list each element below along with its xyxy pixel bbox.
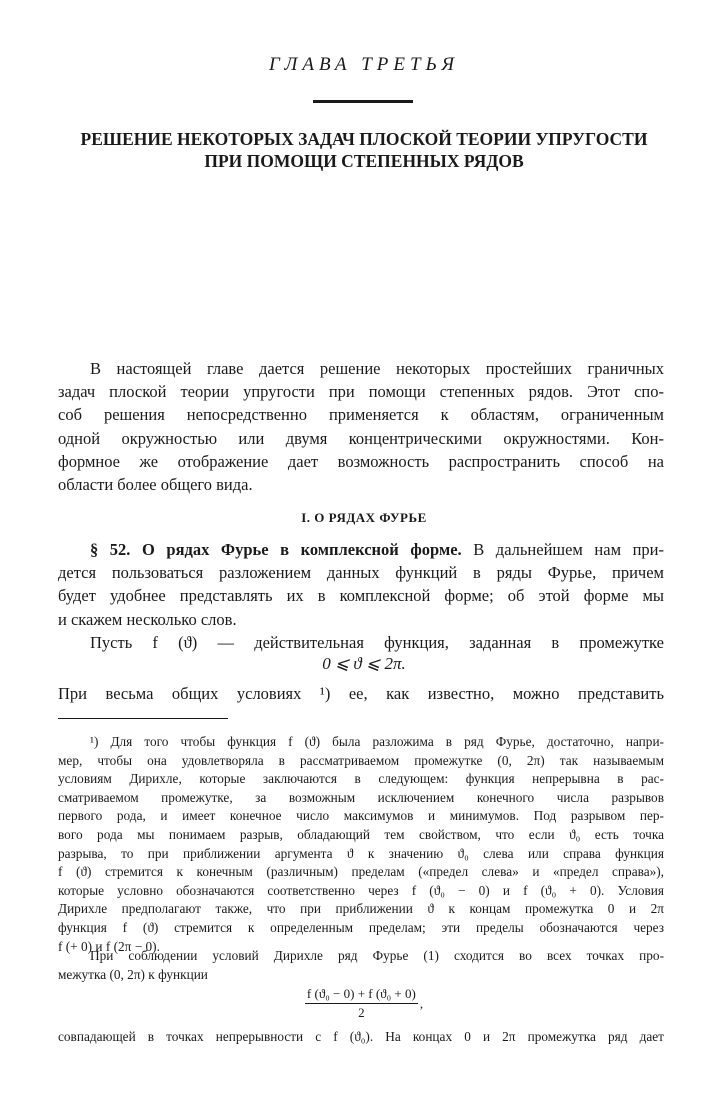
section-heading: I. О РЯДАХ ФУРЬЕ bbox=[301, 510, 427, 525]
footnote-line: мер, чтобы она удовлетворяла в рассматриваемом промежутке (0, 2π) так называемым bbox=[58, 752, 664, 768]
paragraph-52-line-rest: В дальнейшем нам при- bbox=[461, 540, 664, 559]
intro-line: формное же отображение дает возможность распространить способ на bbox=[58, 451, 664, 471]
footnote-line: вого рода мы понимаем разрыв, обладающий тем свойством, что если ϑ₀ есть точка bbox=[58, 826, 664, 842]
footnote-divider bbox=[58, 718, 228, 719]
footnote-line: f (ϑ) стремится к конечным (различным) пределам («предел слева» и «предел справа»), bbox=[58, 864, 664, 880]
paragraph-52-heading: § 52. О рядах Фурье в комплексной форме. bbox=[90, 540, 462, 559]
intro-line: одной окружностью или двумя концентрическими окружностями. Кон- bbox=[58, 428, 664, 448]
intro-paragraph bbox=[58, 357, 664, 496]
fraction-comma: , bbox=[419, 995, 424, 1011]
footnote-line: Дирихле предполагают также, что при приближении ϑ к концам промежутка 0 и 2π bbox=[58, 901, 664, 917]
paragraph-52-first-line bbox=[58, 538, 664, 561]
footnote-dirichlet bbox=[58, 947, 664, 984]
chapter-title-line-1: РЕШЕНИЕ НЕКОТОРЫХ ЗАДАЧ ПЛОСКОЙ ТЕОРИИ УПРУГОСТИ bbox=[80, 129, 648, 149]
paragraph-line: и скажем несколько слов. bbox=[58, 609, 237, 629]
fraction-denominator: 2 bbox=[358, 1005, 365, 1020]
footnote-1 bbox=[58, 733, 664, 956]
after-formula-paragraph bbox=[58, 682, 664, 705]
intro-line: задач плоской теории упругости при помощи степенных рядов. Этот спо- bbox=[58, 382, 664, 402]
footnote-line: При соблюдении условий Дирихле ряд Фурье (1) сходится во всех точках про- bbox=[90, 948, 664, 963]
intro-line: области более общего вида. bbox=[58, 475, 253, 495]
footnote-line: f (+ 0) и f (2π − 0). bbox=[58, 938, 160, 954]
chapter-label: ГЛАВА ТРЕТЬЯ bbox=[268, 54, 460, 75]
after-formula-line: При весьма общих условиях ¹) ее, как известно, можно представить bbox=[58, 684, 664, 703]
paragraph-line: будет удобнее представлять их в комплексной форме; об этой форме мы bbox=[58, 586, 664, 606]
limit-fraction bbox=[0, 986, 728, 1021]
paragraph-line: дется пользоваться разложением данных функций в ряды Фурье, причем bbox=[58, 563, 664, 583]
let-line: Пусть f (ϑ) — действительная функция, заданная в промежутке bbox=[90, 632, 664, 652]
fraction bbox=[305, 986, 418, 1021]
intro-line: В настоящей главе дается решение некоторых простейших граничных bbox=[90, 359, 664, 378]
chapter-divider bbox=[313, 100, 413, 103]
footnote-line: которые условно обозначаются соответственно через f (ϑ₀ − 0) и f (ϑ₀ + 0). Условия bbox=[58, 882, 664, 898]
footnote-line: разрыва, то при приближении аргумента ϑ к значению ϑ₀ слева или справа функция bbox=[58, 845, 664, 861]
chapter-title bbox=[40, 128, 688, 172]
fraction-numerator: f (ϑ₀ − 0) + f (ϑ₀ + 0) bbox=[305, 986, 418, 1004]
footnote-final bbox=[58, 1028, 664, 1047]
footnote-line: сматриваемом промежутке, за возможным исключением конечного числа разрывов bbox=[58, 789, 664, 805]
footnote-line: функция f (ϑ) стремится к определенным пределам; эти пределы обозначаются через bbox=[58, 919, 664, 935]
footnote-line: совпадающей в точках непрерывности с f (ϑ₀). На концах 0 и 2π промежутка ряд дает bbox=[58, 1029, 664, 1044]
footnote-line: первого рода, и имеет конечное число максимумов и минимумов. Под разрывом пер- bbox=[58, 808, 664, 824]
footnote-line: условиям Дирихле, которые заключаются в следующем: функция непрерывна в рас- bbox=[58, 771, 664, 787]
footnote-line: ¹) Для того чтобы функция f (ϑ) была разложима в ряд Фурье, достаточно, напри- bbox=[90, 734, 664, 749]
paragraph-52 bbox=[58, 538, 664, 654]
footnote-line: межутка (0, 2π) к функции bbox=[58, 966, 208, 982]
chapter-title-line-2: ПРИ ПОМОЩИ СТЕПЕННЫХ РЯДОВ bbox=[204, 151, 524, 171]
interval-formula: 0 ⩽ ϑ ⩽ 2π. bbox=[322, 654, 406, 673]
intro-line: соб решения непосредственно применяется к областям, ограниченным bbox=[58, 405, 664, 425]
